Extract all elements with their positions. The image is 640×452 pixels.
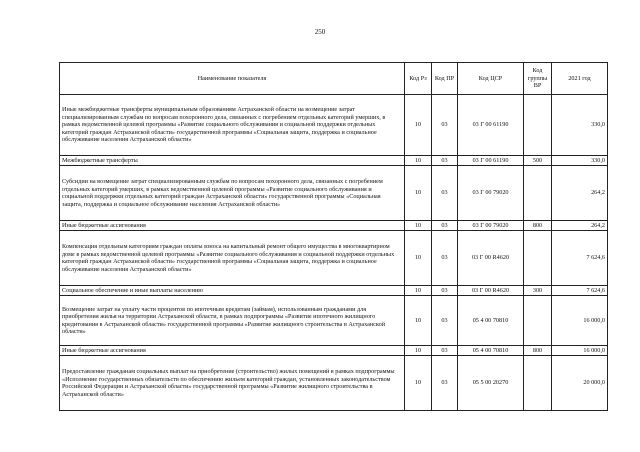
row-name: Возмещение затрат на уплату части процентов по ипотечным кредитам (займам), использованным гражданами для приобретения жилья на территории Астраханской области, в рамках подпрограммы «Развитие ипотечного жилищного кредитования в Астраханской области» государственной программы «Развитие жилищного строительства в Астраханской области»: [60, 296, 405, 346]
header-vr: Код группы ВР: [524, 63, 552, 95]
row-rz: 10: [405, 95, 432, 156]
header-rz: Код Рз: [405, 63, 432, 95]
row-csr: 03 Г 00 R4620: [458, 286, 524, 296]
row-amount: 7 624,6: [552, 286, 608, 296]
row-pr: 03: [432, 221, 458, 231]
row-csr: 03 Г 00 R4620: [458, 231, 524, 286]
budget-table: [59, 62, 608, 411]
row-csr: 03 Г 00 79020: [458, 221, 524, 231]
row-pr: 03: [432, 346, 458, 356]
header-year: 2021 год: [552, 63, 608, 95]
header-name: Наименование показателя: [60, 63, 405, 95]
table-row: [60, 221, 608, 231]
row-name: Компенсация отдельным категориям граждан оплаты взноса на капитальный ремонт общего имущества в многоквартирном доме в рамках ведомственной целевой программы «Развитие социального обслуживания и социальной поддержки отдельных категорий граждан Астраханской области» государственной программы «Социальная защита, поддержка и социальное обслуживание населения Астраханской области»: [60, 231, 405, 286]
row-rz: 10: [405, 296, 432, 346]
row-csr: 03 Г 00 61190: [458, 95, 524, 156]
row-rz: 10: [405, 156, 432, 166]
row-vr: [524, 296, 552, 346]
row-csr: 03 Г 00 61190: [458, 156, 524, 166]
row-rz: 10: [405, 346, 432, 356]
row-amount: 264,2: [552, 166, 608, 221]
row-vr: 800: [524, 221, 552, 231]
table-row: [60, 296, 608, 346]
row-amount: 264,2: [552, 221, 608, 231]
row-pr: 03: [432, 156, 458, 166]
table-row: [60, 95, 608, 156]
row-rz: 10: [405, 356, 432, 411]
table-header-row: [60, 63, 608, 95]
row-name: Иные бюджетные ассигнования: [60, 221, 405, 231]
row-amount: 330,0: [552, 95, 608, 156]
row-pr: 03: [432, 95, 458, 156]
row-vr: [524, 166, 552, 221]
row-rz: 10: [405, 166, 432, 221]
row-amount: 16 000,0: [552, 346, 608, 356]
row-amount: 330,0: [552, 156, 608, 166]
row-rz: 10: [405, 286, 432, 296]
table-row: [60, 286, 608, 296]
row-vr: 300: [524, 286, 552, 296]
row-name: Социальное обеспечение и иные выплаты населению: [60, 286, 405, 296]
row-csr: 05 5 00 20270: [458, 356, 524, 411]
row-vr: [524, 231, 552, 286]
row-csr: 05 4 00 70810: [458, 296, 524, 346]
header-csr: Код ЦСР: [458, 63, 524, 95]
table-row: [60, 231, 608, 286]
row-vr: 500: [524, 156, 552, 166]
row-pr: 03: [432, 166, 458, 221]
row-csr: 05 4 00 70810: [458, 346, 524, 356]
header-pr: Код ПР: [432, 63, 458, 95]
row-pr: 03: [432, 286, 458, 296]
row-pr: 03: [432, 231, 458, 286]
row-vr: [524, 356, 552, 411]
table-row: [60, 156, 608, 166]
row-vr: 800: [524, 346, 552, 356]
table-row: [60, 346, 608, 356]
row-rz: 10: [405, 231, 432, 286]
row-name: Иные бюджетные ассигнования: [60, 346, 405, 356]
row-vr: [524, 95, 552, 156]
row-name: Предоставление гражданам социальных выплат на приобретение (строительство) жилых помещений в рамках подпрограммы «Исполнение государственных обязательств по обеспечению жильем категорий граждан, установленных законодательством Российской Федерации и Астраханской области» государственной программы «Развитие жилищного строительства в Астраханской области»: [60, 356, 405, 411]
row-amount: 16 000,0: [552, 296, 608, 346]
page-number: 250: [314, 28, 326, 36]
row-amount: 7 624,6: [552, 231, 608, 286]
row-rz: 10: [405, 221, 432, 231]
row-pr: 03: [432, 296, 458, 346]
row-csr: 03 Г 00 79020: [458, 166, 524, 221]
table-row: [60, 166, 608, 221]
row-name: Межбюджетные трансферты: [60, 156, 405, 166]
row-name: Иные межбюджетные трансферты муниципальным образованиям Астраханской области на возмещение затрат специализированным службам по вопросам похоронного дела, связанных с погребением отдельных категорий умерших, в рамках ведомственной целевой программы «Развитие социального обслуживания и социальной поддержки отдельных категорий граждан Астраханской области» государственной программы «Социальная защита, поддержка и социальное обслуживание населения Астраханской области»: [60, 95, 405, 156]
row-pr: 03: [432, 356, 458, 411]
row-amount: 20 000,0: [552, 356, 608, 411]
table-row: [60, 356, 608, 411]
row-name: Субсидии на возмещение затрат специализированным службам по вопросам похоронного дела, связанных с погребением отдельных категорий умерших, в рамках ведомственной целевой программы «Развитие социального обслуживания и социальной поддержки отдельных категорий граждан Астраханской области» государственной программы «Социальная защита, поддержка и социальное обслуживание населения Астраханской области»: [60, 166, 405, 221]
